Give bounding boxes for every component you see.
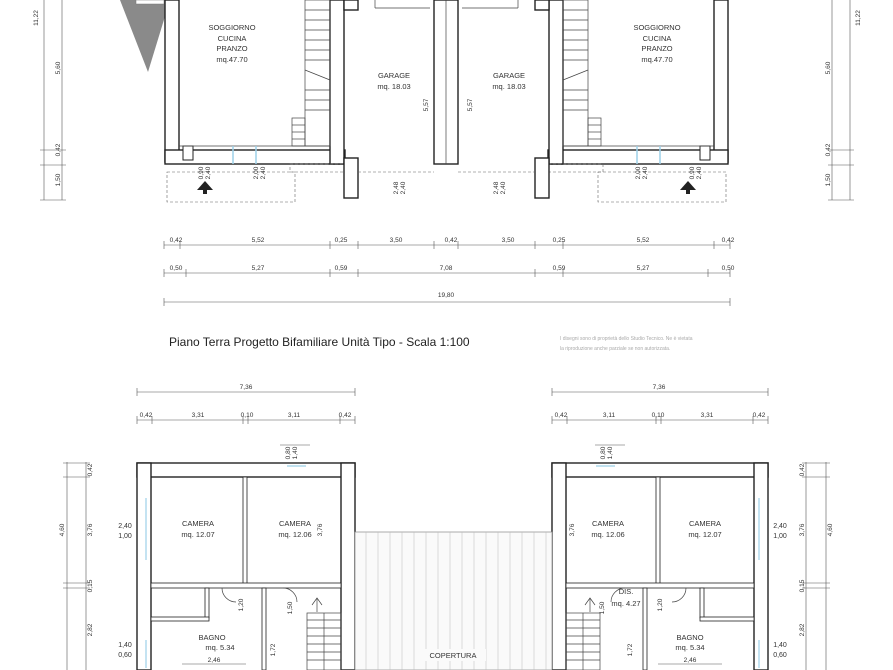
ground-opening-dims — [198, 166, 703, 194]
dimension-label: 1,72 — [627, 643, 634, 657]
dimension-label: 2,00 — [635, 166, 642, 180]
room-name: DIS. — [618, 587, 634, 596]
room-name: CAMERA — [278, 519, 312, 528]
dimension-label: 2,40 — [642, 166, 649, 180]
dimension-label: 0,42 — [169, 237, 183, 244]
dimension-label: 2,40 — [696, 166, 703, 180]
first-right-unit — [552, 445, 787, 670]
dimension-label: 2,00 — [253, 166, 260, 180]
window-dim: 0,60 — [773, 652, 787, 659]
dimension-label: 2,40 — [400, 181, 407, 195]
dimension-label: 0,10 — [651, 412, 665, 419]
roof-label: COPERTURA — [429, 651, 477, 660]
dimension-label: 0,42 — [721, 237, 735, 244]
dimension-label: 0,90 — [689, 166, 696, 180]
copyright-note: la riproduzione anche parziale se non autorizzata. — [560, 346, 671, 352]
dimension-label: 0,59 — [334, 265, 348, 272]
dimension-label: 2,40 — [205, 166, 212, 180]
dimension-label: 0,42 — [87, 463, 94, 477]
ground-dim-rows — [164, 237, 735, 306]
room-area: mq. 18.03 — [492, 82, 526, 91]
dimension-label: 3,76 — [87, 523, 94, 537]
room-area: mq. 18.03 — [377, 82, 411, 91]
dimension-label: 1,50 — [825, 173, 832, 187]
entrance-arrow-icon — [680, 181, 696, 190]
room-area: mq. 5.34 — [205, 643, 235, 652]
dimension-label: 0,90 — [198, 166, 205, 180]
dimension-label: 1,72 — [270, 643, 277, 657]
room-area: mq. 12.06 — [278, 530, 312, 539]
dimension-label: 5,52 — [251, 237, 265, 244]
dimension-label: 0,42 — [55, 143, 62, 157]
room-name: CUCINA — [642, 34, 672, 43]
dimension-label: 0,42 — [338, 412, 352, 419]
room-area: mq.47.70 — [641, 55, 673, 64]
dimension-label: 2,82 — [799, 623, 806, 637]
dimension-label: 2,46 — [207, 657, 221, 664]
ground-garages — [344, 0, 549, 198]
dimension-label: 0,25 — [552, 237, 566, 244]
dimension-label: 0,80 — [600, 446, 607, 460]
dimension-label: 1,40 — [292, 446, 299, 460]
dimension-label: 4,60 — [59, 523, 66, 537]
room-name: BAGNO — [198, 633, 226, 642]
drawing-title: Piano Terra Progetto Bifamiliare Unità Tipo - Scala 1:100 — [169, 335, 470, 349]
room-name: BAGNO — [676, 633, 704, 642]
room-name: GARAGE — [377, 71, 411, 80]
window-dim: 1,40 — [118, 642, 132, 649]
copyright-note: I disegni sono di proprietà dello Studio Tecnico. Ne è vietata — [560, 336, 693, 342]
room-name: PRANZO — [216, 44, 248, 53]
first-left-unit — [118, 445, 355, 670]
north-arrow-icon — [120, 0, 170, 72]
dimension-label: 5,57 — [423, 98, 430, 112]
dimension-label: 19,80 — [437, 292, 455, 299]
dimension-label: 0,42 — [825, 143, 832, 157]
dimension-label: 5,27 — [251, 265, 265, 272]
dimension-label: 7,36 — [652, 384, 666, 391]
dimension-label: 2,40 — [500, 181, 507, 195]
room-area: mq. 12.06 — [591, 530, 625, 539]
dimension-label: 3,50 — [501, 237, 515, 244]
dimension-label: 3,50 — [389, 237, 403, 244]
window-dim: 1,00 — [773, 533, 787, 540]
dimension-label: 7,36 — [239, 384, 253, 391]
dimension-label: 0,10 — [240, 412, 254, 419]
dimension-label: 3,76 — [317, 523, 324, 537]
dimension-label: 0,42 — [554, 412, 568, 419]
room-name: SOGGIORNO — [633, 23, 681, 32]
dimension-label: 7,08 — [439, 265, 453, 272]
dimension-label: 0,59 — [552, 265, 566, 272]
dimension-label: 5,57 — [467, 98, 474, 112]
first-dim-rows — [137, 384, 768, 424]
dimension-label: 3,11 — [287, 412, 301, 419]
dimension-label: 0,42 — [752, 412, 766, 419]
room-name: GARAGE — [492, 71, 526, 80]
room-name: CAMERA — [591, 519, 625, 528]
room-name: CAMERA — [181, 519, 215, 528]
dimension-label: 3,11 — [602, 412, 616, 419]
dimension-label: 2,48 — [393, 181, 400, 195]
dimension-label: 0,50 — [169, 265, 183, 272]
dimension-label: 1,20 — [238, 598, 245, 612]
room-name: CUCINA — [217, 34, 247, 43]
dimension-label: 11,22 — [33, 10, 40, 26]
dimension-label: 1,50 — [599, 601, 606, 615]
dimension-label: 11,22 — [855, 10, 862, 26]
dimension-label: 5,60 — [55, 61, 62, 75]
roof-area — [355, 532, 552, 670]
dimension-label: 0,42 — [139, 412, 153, 419]
dimension-label: 1,50 — [55, 173, 62, 187]
dimension-label: 0,15 — [87, 579, 94, 593]
room-name: SOGGIORNO — [208, 23, 256, 32]
room-name: CAMERA — [688, 519, 722, 528]
dimension-label: 0,42 — [799, 463, 806, 477]
room-area: mq. 4.27 — [611, 599, 641, 608]
dimension-label: 2,82 — [87, 623, 94, 637]
dimension-label: 4,60 — [827, 523, 834, 537]
dimension-label: 2,40 — [260, 166, 267, 180]
dimension-label: 5,52 — [636, 237, 650, 244]
dimension-label: 3,31 — [191, 412, 205, 419]
room-area: mq. 5.34 — [675, 643, 705, 652]
dimension-label: 5,60 — [825, 61, 832, 75]
dimension-label: 1,40 — [607, 446, 614, 460]
room-name: PRANZO — [641, 44, 673, 53]
dimension-label: 0,25 — [334, 237, 348, 244]
dimension-label: 5,27 — [636, 265, 650, 272]
dimension-label: 0,15 — [799, 579, 806, 593]
window-dim: 1,40 — [773, 642, 787, 649]
dimension-label: 1,20 — [657, 598, 664, 612]
room-area: mq. 12.07 — [688, 530, 722, 539]
window-dim: 0,60 — [118, 652, 132, 659]
room-area: mq. 12.07 — [181, 530, 215, 539]
dimension-label: 3,31 — [700, 412, 714, 419]
dimension-label: 1,50 — [287, 601, 294, 615]
window-dim: 2,40 — [118, 523, 132, 530]
room-area: mq.47.70 — [216, 55, 248, 64]
dimension-label: 3,76 — [799, 523, 806, 537]
window-dim: 1,00 — [118, 533, 132, 540]
entrance-arrow-icon — [197, 181, 213, 190]
dimension-label: 0,80 — [285, 446, 292, 460]
window-dim: 2,40 — [773, 523, 787, 530]
dimension-label: 2,46 — [683, 657, 697, 664]
dimension-label: 0,42 — [444, 237, 458, 244]
dimension-label: 0,50 — [721, 265, 735, 272]
dimension-label: 2,48 — [493, 181, 500, 195]
dimension-label: 3,76 — [569, 523, 576, 537]
